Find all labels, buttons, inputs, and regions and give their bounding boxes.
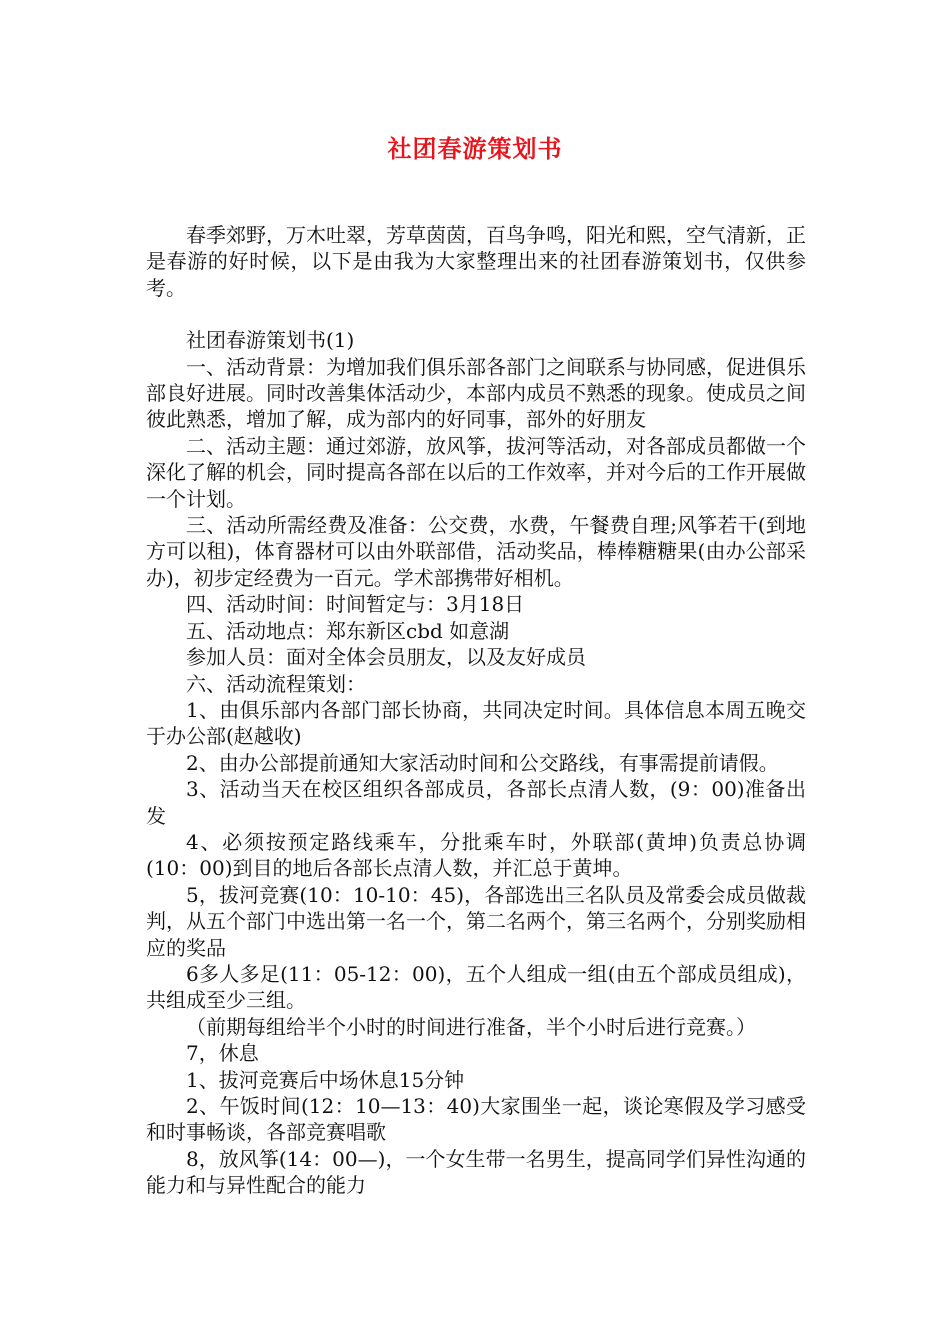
paragraph: 2、由办公部提前通知大家活动时间和公交路线，有事需提前请假。 — [186, 750, 779, 775]
paragraph: 二、活动主题：通过郊游，放风筝，拔河等活动，对各部成员都做一个深化了解的机会，同时提高各部在以后的工作效率，并对今后的工作开展做一个计划。 — [146, 433, 806, 511]
paragraph: 五、活动地点：郑东新区cbd 如意湖 — [186, 618, 510, 643]
paragraph: 2、午饭时间(12：10—13：40)大家围坐一起，谈论寒假及学习感受和时事畅谈，各部竞赛唱歌 — [146, 1094, 806, 1145]
paragraph: 1、拔河竞赛后中场休息15分钟 — [186, 1067, 465, 1092]
document-title: 社团春游策划书 — [387, 135, 563, 163]
paragraph: 社团春游策划书(1) — [186, 328, 355, 353]
paragraph: 3、活动当天在校区组织各部成员，各部长点清人数，(9：00)准备出发 — [146, 777, 806, 828]
paragraph: 一、活动背景：为增加我们俱乐部各部门之间联系与协同感，促进俱乐部良好进展。同时改善集体活动少，本部内成员不熟悉的现象。使成员之间彼此熟悉，增加了解，成为部内的好同事，部外的好朋友 — [146, 354, 806, 432]
paragraph: 1、由俱乐部内各部门部长协商，共同决定时间。具体信息本周五晚交于办公部(赵越收) — [146, 697, 806, 749]
document-body — [146, 222, 806, 1199]
paragraph: 8，放风筝(14：00—)，一个女生带一名男生，提高同学们异性沟通的能力和与异性配合的能力 — [146, 1146, 806, 1198]
paragraph: （前期每组给半个小时的时间进行准备，半个小时后进行竞赛。） — [186, 1014, 756, 1039]
paragraph: 4、必须按预定路线乘车，分批乘车时，外联部(黄坤)负责总协调 (10：00)到目的地后各部长点清人数，并汇总于黄坤。 — [146, 829, 806, 881]
paragraph: 四、活动时间：时间暂定与：3月18日 — [186, 592, 525, 617]
paragraph: 5，拔河竞赛(10：10-10：45)，各部选出三名队员及常委会成员做裁判，从五个部门中选出第一名一个，第二名两个，第三名两个，分别奖励相应的奖品 — [146, 882, 806, 960]
paragraph: 六、活动流程策划： — [186, 671, 366, 696]
paragraph: 6多人多足(11：05-12：00)，五个人组成一组(由五个部成员组成)，共组成至少三组。 — [146, 961, 806, 1013]
intro-paragraph: 春季郊野，万木吐翠，芳草茵茵，百鸟争鸣，阳光和熙，空气清新，正是春游的好时候，以下是由我为大家整理出来的社团春游策划书，仅供参考。 — [146, 223, 806, 300]
paragraph: 7，休息 — [186, 1041, 259, 1066]
paragraph: 参加人员：面对全体会员朋友，以及友好成员 — [186, 645, 586, 670]
paragraph: 三、活动所需经费及准备：公交费，水费，午餐费自理;风筝若干(到地方可以租)，体育器材可以由外联部借，活动奖品，棒棒糖糖果(由办公部采办)，初步定经费为一百元。学术部携带好相机。 — [146, 513, 806, 590]
